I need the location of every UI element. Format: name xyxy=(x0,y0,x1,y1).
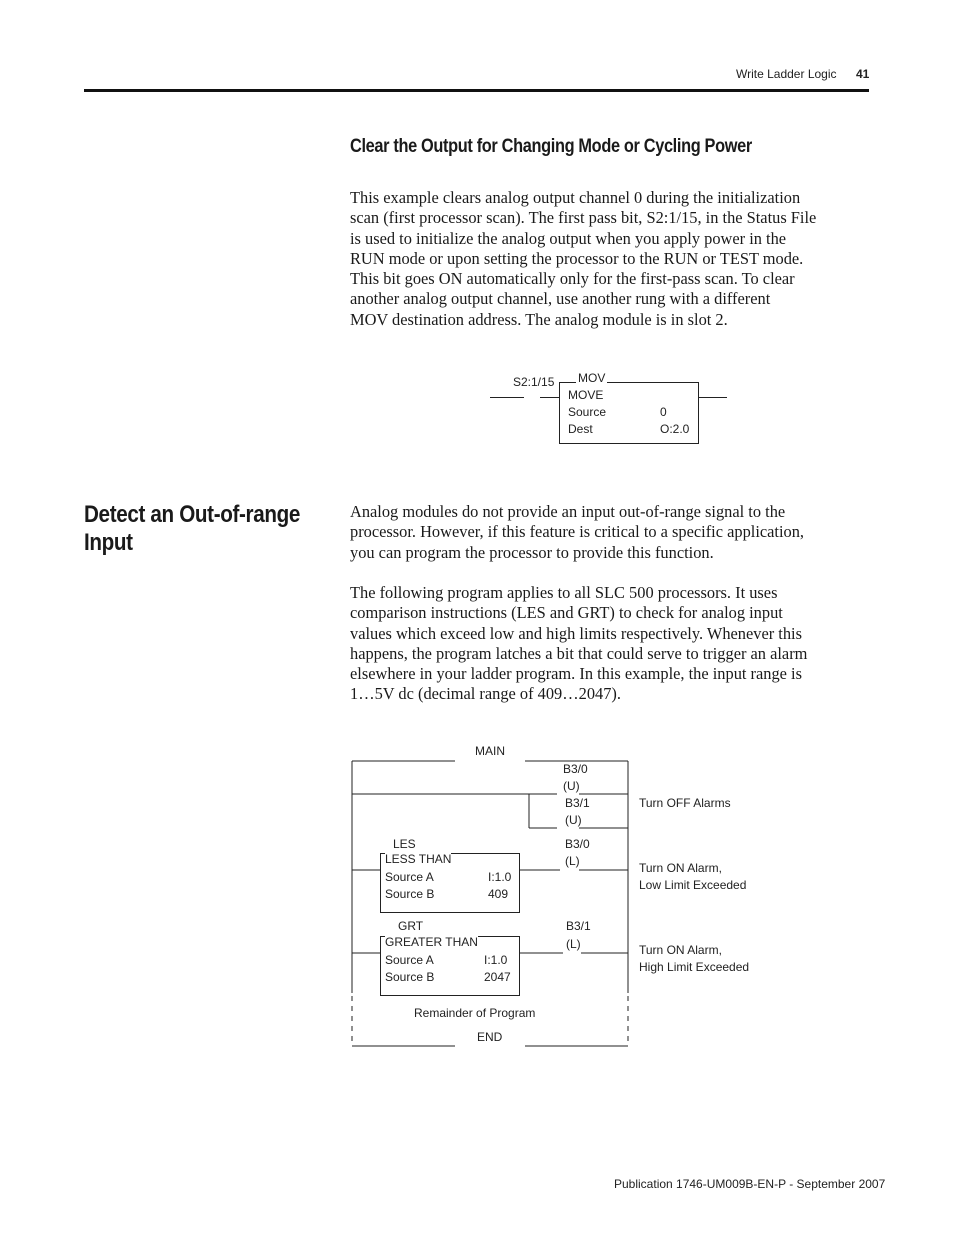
main-label: MAIN xyxy=(475,744,505,758)
grt-name: GREATER THAN xyxy=(385,935,478,949)
end-label: END xyxy=(477,1030,503,1044)
grt-source-b-label: Source B xyxy=(385,970,435,984)
footer-publication: Publication 1746-UM009B-EN-P - September 2007 xyxy=(614,1177,886,1191)
section-heading-detect-out-of-range: Detect an Out-of-range Input xyxy=(84,501,301,556)
mov-name: MOVE xyxy=(568,388,604,402)
les-name: LESS THAN xyxy=(385,852,452,866)
rung1-coil2-type: (U) xyxy=(565,813,582,827)
rung3-coil-address: B3/1 xyxy=(566,919,591,933)
grt-source-a-label: Source A xyxy=(385,953,434,967)
les-source-a-label: Source A xyxy=(385,870,434,884)
grt-source-b-value: 2047 xyxy=(484,970,511,984)
remainder-of-program-label: Remainder of Program xyxy=(414,1006,536,1020)
rung2-comment-line2: Low Limit Exceeded xyxy=(639,878,747,892)
mov-dest-value: O:2.0 xyxy=(660,422,690,436)
rung1-coil1-address: B3/0 xyxy=(563,762,588,776)
page-number: 41 xyxy=(856,67,870,81)
rung2-coil-type: (L) xyxy=(565,854,580,868)
section2-paragraph2: The following program applies to all SLC 500 processors. It uses comparison instructions (LES and GRT) to check for analog input values which exceed low and high limits respectively. Whenever this happens, the program latches a bit that could serve to trigger an alarm elsewhere in your ladder program. In this example, the input range is 1…5V dc (decimal range of 409…2047). xyxy=(350,583,808,704)
mov-mnemonic: MOV xyxy=(578,371,606,385)
les-mnemonic: LES xyxy=(393,837,416,851)
section1-paragraph: This example clears analog output channel 0 during the initialization scan (first processor scan). The first pass bit, S2:1/15, in the Status File is used to initialize the analog output when you apply power in the RUN mode or upon setting the processor to the RUN or TEST mode. This bit goes ON automatically only for the first-pass scan. To clear another analog output channel, use another rung with a different MOV destination address. The analog module is in slot 2. xyxy=(350,188,817,329)
rung3-comment-line2: High Limit Exceeded xyxy=(639,960,750,974)
running-header-title: Write Ladder Logic xyxy=(736,67,837,81)
les-source-b-label: Source B xyxy=(385,887,435,901)
rung3-coil-type: (L) xyxy=(566,937,581,951)
grt-mnemonic: GRT xyxy=(398,919,424,933)
mov-source-value: 0 xyxy=(660,405,667,419)
mov-dest-label: Dest xyxy=(568,422,593,436)
mov-source-label: Source xyxy=(568,405,607,419)
contact-address: S2:1/15 xyxy=(513,375,555,389)
section2-paragraph1: Analog modules do not provide an input out-of-range signal to the processor. However, if this feature is critical to a specific application, you can program the processor to provide this function. xyxy=(350,502,805,562)
rung2-comment-line1: Turn ON Alarm, xyxy=(639,861,722,875)
grt-source-a-value: I:1.0 xyxy=(484,953,508,967)
les-source-a-value: I:1.0 xyxy=(488,870,512,884)
rung2-coil-address: B3/0 xyxy=(565,837,590,851)
section-heading-clear-output: Clear the Output for Changing Mode or Cycling Power xyxy=(350,136,752,157)
les-source-b-value: 409 xyxy=(488,887,509,901)
rung1-coil1-type: (U) xyxy=(563,779,580,793)
rung1-coil2-address: B3/1 xyxy=(565,796,590,810)
rung3-comment-line1: Turn ON Alarm, xyxy=(639,943,722,957)
rung1-comment: Turn OFF Alarms xyxy=(639,796,731,810)
